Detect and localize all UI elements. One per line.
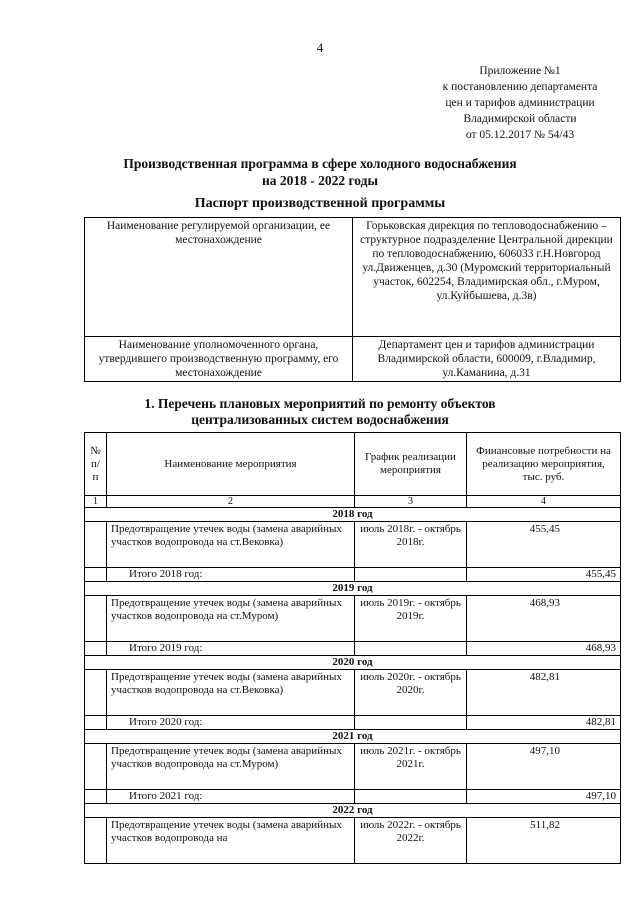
- item-amount: 455,45: [467, 522, 621, 568]
- section-title-line: централизованных систем водоснабжения: [191, 412, 449, 427]
- appendix-line: к постановлению департамента: [442, 81, 598, 93]
- total-row: [85, 790, 621, 804]
- section-title: [0, 396, 640, 428]
- row-num: [85, 642, 107, 656]
- total-label: Итого 2020 год:: [107, 716, 355, 730]
- row-num: [85, 522, 107, 568]
- passport-org-label: Наименование регулируемой организации, ее местонахождение: [85, 218, 353, 337]
- total-amount: 455,45: [467, 568, 621, 582]
- column-number: 4: [467, 496, 621, 508]
- total-row: [85, 642, 621, 656]
- appendix-line: Владимирской области: [463, 113, 577, 125]
- title-line: Производственная программа в сфере холодного водоснабжения: [123, 156, 517, 171]
- header-name: Наименование мероприятия: [107, 433, 355, 496]
- total-amount: 468,93: [467, 642, 621, 656]
- total-row: [85, 716, 621, 730]
- table-row: [85, 670, 621, 716]
- title-line: на 2018 - 2022 годы: [261, 173, 379, 188]
- item-name: Предотвращение утечек воды (замена аварийных участков водопровода на ст.Вековка): [107, 670, 355, 716]
- row-num: [85, 818, 107, 864]
- item-dates: июль 2018г. - октябрь 2018г.: [355, 522, 467, 568]
- total-label: Итого 2018 год:: [107, 568, 355, 582]
- column-numbers-row: [85, 496, 621, 508]
- item-name: Предотвращение утечек воды (замена аварийных участков водопровода на ст.Муром): [107, 744, 355, 790]
- item-dates: июль 2021г. - октябрь 2021г.: [355, 744, 467, 790]
- passport-authority-label: Наименование уполномоченного органа, утвердившего производственную программу, его местонахождение: [85, 337, 353, 382]
- header-num: № п/п: [85, 433, 107, 496]
- passport-table: [84, 217, 621, 382]
- year-label: 2022 год: [85, 804, 621, 818]
- passport-title: Паспорт производственной программы: [194, 196, 446, 211]
- item-amount: 511,82: [467, 818, 621, 864]
- item-name: Предотвращение утечек воды (замена аварийных участков водопровода на: [107, 818, 355, 864]
- column-number: 1: [85, 496, 107, 508]
- table-row: [85, 744, 621, 790]
- item-amount: 468,93: [467, 596, 621, 642]
- item-dates: июль 2019г. - октябрь 2019г.: [355, 596, 467, 642]
- appendix-line: цен и тарифов администрации: [445, 97, 595, 109]
- item-amount: 497,10: [467, 744, 621, 790]
- year-label: 2020 год: [85, 656, 621, 670]
- plan-table: [84, 432, 621, 864]
- row-num: [85, 790, 107, 804]
- row-num: [85, 596, 107, 642]
- table-row: [85, 818, 621, 864]
- total-amount: 482,81: [467, 716, 621, 730]
- total-label: Итого 2019 год:: [107, 642, 355, 656]
- row-num: [85, 670, 107, 716]
- item-dates: июль 2020г. - октябрь 2020г.: [355, 670, 467, 716]
- column-number: 3: [355, 496, 467, 508]
- year-label: 2019 год: [85, 582, 621, 596]
- total-amount: 497,10: [467, 790, 621, 804]
- table-row: [85, 596, 621, 642]
- passport-org-value: Горьковская дирекция по тепловодоснабжению – структурное подразделение Центральной дирекции по тепловодоснабжению, 606033 г.Н.Новгород ул.Движенцев, д.30 (Муромский территориальный участок, 602254, Владимирская обл., г.Муром, ул.Куйбышева, д.3в): [353, 218, 621, 337]
- section-title-line: 1. Перечень плановых мероприятий по ремонту объектов: [144, 396, 496, 411]
- year-row: [85, 508, 621, 522]
- item-name: Предотвращение утечек воды (замена аварийных участков водопровода на ст.Вековка): [107, 522, 355, 568]
- row-num: [85, 744, 107, 790]
- total-dates: [355, 716, 467, 730]
- total-dates: [355, 642, 467, 656]
- row-num: [85, 568, 107, 582]
- year-row: [85, 656, 621, 670]
- total-label: Итого 2021 год:: [107, 790, 355, 804]
- year-label: 2018 год: [85, 508, 621, 522]
- appendix-block: [400, 63, 640, 143]
- header-schedule: График реализации мероприятия: [355, 433, 467, 496]
- year-row: [85, 730, 621, 744]
- total-dates: [355, 790, 467, 804]
- appendix-line: Приложение №1: [479, 65, 561, 77]
- item-dates: июль 2022г. - октябрь 2022г.: [355, 818, 467, 864]
- plan-header-row: [85, 433, 621, 496]
- document-title: [0, 155, 640, 189]
- year-row: [85, 582, 621, 596]
- table-row: [85, 522, 621, 568]
- column-number: 2: [107, 496, 355, 508]
- total-dates: [355, 568, 467, 582]
- row-num: [85, 716, 107, 730]
- total-row: [85, 568, 621, 582]
- page-number: 4: [316, 40, 324, 55]
- passport-authority-value: Департамент цен и тарифов администрации Владимирской области, 600009, г.Владимир, ул.Каманина, д.31: [353, 337, 621, 382]
- item-amount: 482,81: [467, 670, 621, 716]
- year-label: 2021 год: [85, 730, 621, 744]
- item-name: Предотвращение утечек воды (замена аварийных участков водопровода на ст.Муром): [107, 596, 355, 642]
- header-finance: Финансовые потребности на реализацию мероприятия, тыс. руб.: [467, 433, 621, 496]
- appendix-line: от 05.12.2017 № 54/43: [465, 129, 575, 141]
- year-row: [85, 804, 621, 818]
